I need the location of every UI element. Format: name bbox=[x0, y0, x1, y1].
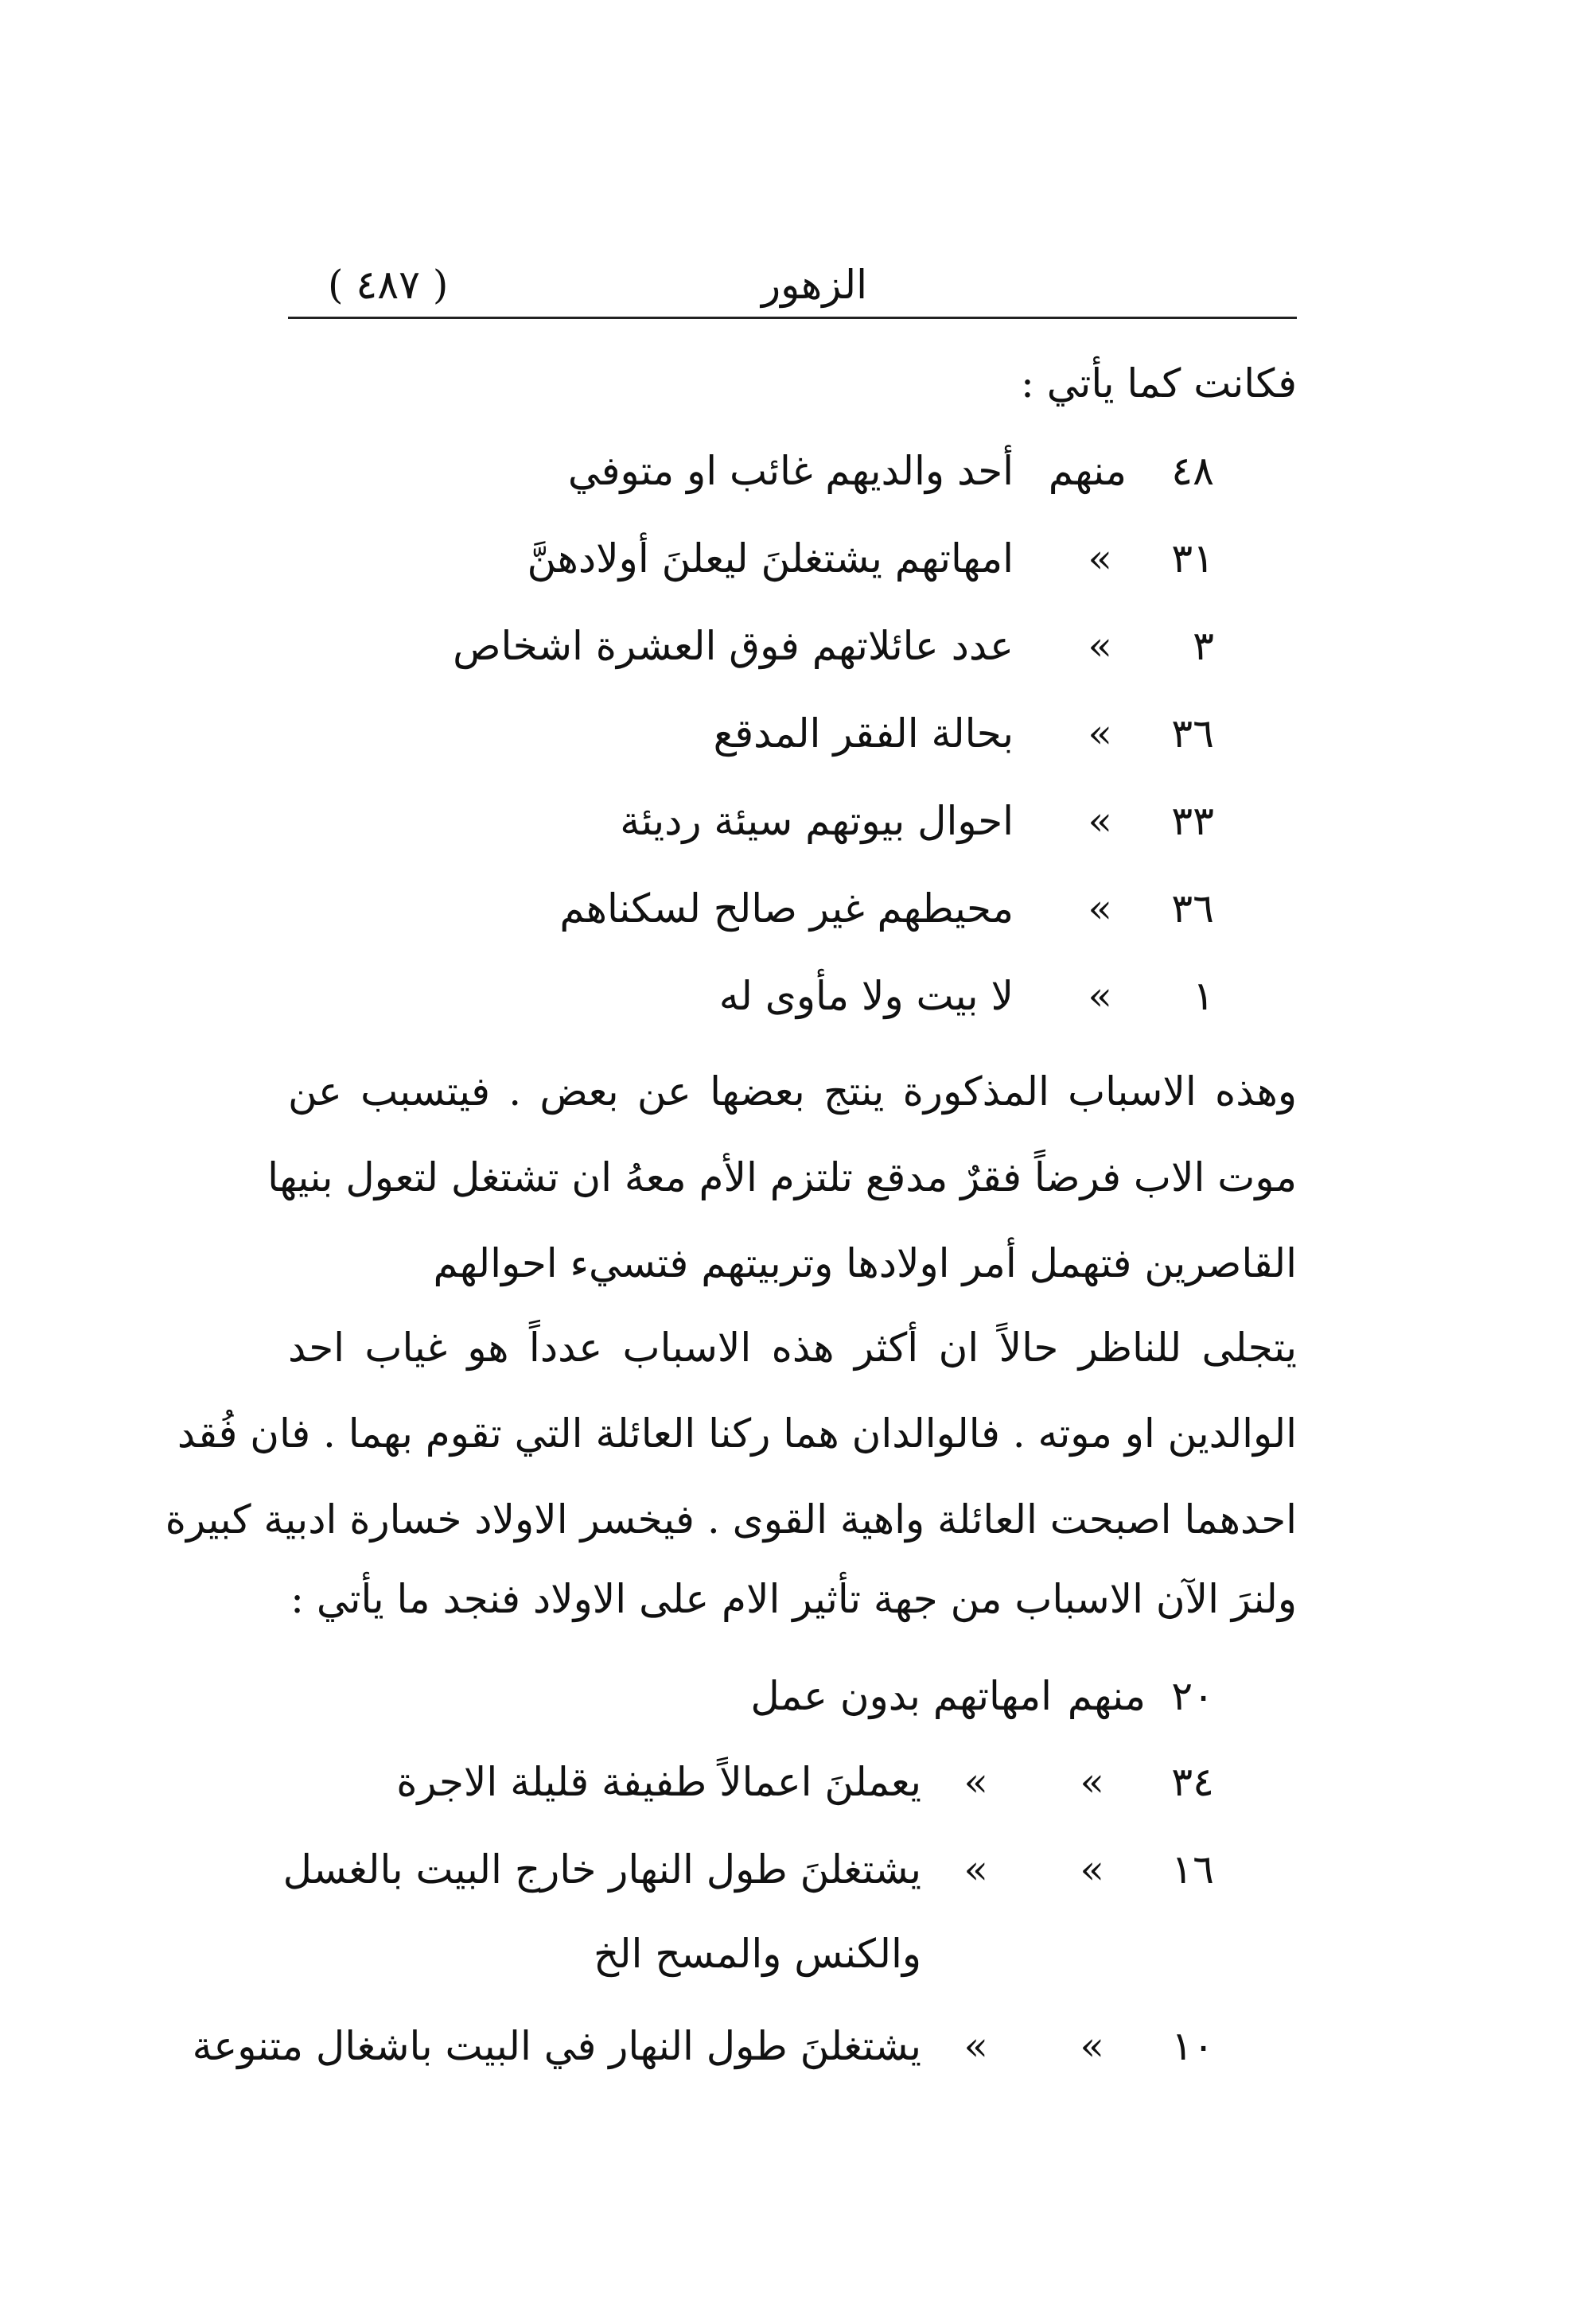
row-count: ٢٠ bbox=[1171, 1673, 1214, 1719]
row-description: يشتغلنَ طول النهار خارج البيت بالغسل bbox=[282, 1846, 921, 1893]
row-marker: » bbox=[1088, 710, 1112, 757]
table-row bbox=[0, 2014, 1596, 2078]
row-count: ٤٨ bbox=[1171, 448, 1214, 494]
paragraph-line: القاصرين فتهمل أمر اولادها وتربيتهم فتسيء احوالهم bbox=[433, 1240, 1297, 1286]
paragraph-line: احدهما اصبحت العائلة واهية القوى . فيخسر الاولاد خسارة ادبية كبيرة bbox=[165, 1496, 1297, 1543]
row-marker: » bbox=[963, 1759, 988, 1805]
row-marker: منهم bbox=[1048, 448, 1127, 494]
paragraph-line: الوالدين او موته . فالوالدان هما ركنا العائلة التي تقوم بهما . فان فُقد bbox=[177, 1410, 1297, 1457]
row-marker: منهم bbox=[1067, 1673, 1146, 1719]
row-marker: » bbox=[1088, 535, 1112, 582]
row-description: يعملنَ اعمالاً طفيفة قليلة الاجرة bbox=[396, 1759, 921, 1805]
row-count: ٣٤ bbox=[1171, 1759, 1214, 1805]
row-description: أحد والديهم غائب او متوفي bbox=[567, 448, 1014, 494]
row-description: امهاتهم يشتغلنَ ليعلنَ أولادهنَّ bbox=[527, 535, 1014, 582]
row-marker: » bbox=[1080, 2023, 1104, 2069]
paragraph-line: وهذه الاسباب المذكورة ينتج بعضها عن بعض . فيتسبب عن bbox=[288, 1068, 1297, 1115]
row-description: يشتغلنَ طول النهار في البيت باشغال متنوعة bbox=[192, 2023, 921, 2069]
running-title: الزهور bbox=[761, 262, 867, 308]
page-number: ( ٤٨٧ ) bbox=[328, 262, 449, 308]
row-marker: » bbox=[1088, 798, 1112, 844]
table-row bbox=[0, 1664, 1596, 1728]
header-rule bbox=[288, 317, 1297, 319]
table-row bbox=[0, 877, 1596, 940]
row-marker: » bbox=[1080, 1759, 1104, 1805]
table-row bbox=[0, 439, 1596, 503]
row-marker: » bbox=[1088, 623, 1112, 669]
paragraph-line: يتجلى للناظر حالاً ان أكثر هذه الاسباب عدداً هو غياب احد bbox=[288, 1325, 1297, 1371]
row-marker: » bbox=[1088, 885, 1112, 932]
page-header bbox=[288, 253, 1297, 325]
row-description: احوال بيوتهم سيئة رديئة bbox=[620, 798, 1014, 844]
row-marker: » bbox=[1080, 1846, 1104, 1893]
row-count: ١٠ bbox=[1171, 2023, 1214, 2069]
row-description: لا بيت ولا مأوى له bbox=[718, 973, 1014, 1019]
row-description: محيطهم غير صالح لسكناهم bbox=[559, 885, 1014, 932]
table-row bbox=[0, 614, 1596, 678]
row-count: ١ bbox=[1193, 973, 1214, 1019]
row-count: ١٦ bbox=[1171, 1846, 1214, 1893]
intro-line-1: فكانت كما يأتي : bbox=[1021, 360, 1297, 407]
paragraph-1 bbox=[267, 1049, 1297, 1306]
row-description: امهاتهم بدون عمل bbox=[750, 1673, 1052, 1719]
row-marker: » bbox=[963, 1846, 988, 1893]
table-row bbox=[0, 702, 1596, 765]
row-marker: » bbox=[963, 2023, 988, 2069]
table-row bbox=[0, 527, 1596, 590]
row-description-continuation: والكنس والمسح الخ bbox=[594, 1931, 921, 1977]
row-description: عدد عائلاتهم فوق العشرة اشخاص bbox=[453, 623, 1014, 669]
row-count: ٣٦ bbox=[1171, 885, 1214, 932]
row-count: ٣٦ bbox=[1171, 710, 1214, 757]
table-row-continuation bbox=[0, 1922, 1596, 1986]
row-count: ٣١ bbox=[1171, 535, 1214, 582]
table-row bbox=[0, 789, 1596, 853]
row-count: ٣ bbox=[1193, 623, 1214, 669]
table-row bbox=[0, 1750, 1596, 1814]
table-row bbox=[0, 1838, 1596, 1901]
paragraph-2 bbox=[165, 1305, 1297, 1562]
row-marker: » bbox=[1088, 973, 1112, 1019]
intro-line-2: ولنرَ الآن الاسباب من جهة تأثير الام على الاولاد فنجد ما يأتي : bbox=[290, 1576, 1297, 1622]
row-description: بحالة الفقر المدقع bbox=[713, 710, 1014, 757]
table-row bbox=[0, 964, 1596, 1028]
row-count: ٣٣ bbox=[1171, 798, 1214, 844]
paragraph-line: موت الاب فرضاً فقرٌ مدقع تلتزم الأم معهُ ان تشتغل لتعول بنيها bbox=[267, 1154, 1297, 1200]
